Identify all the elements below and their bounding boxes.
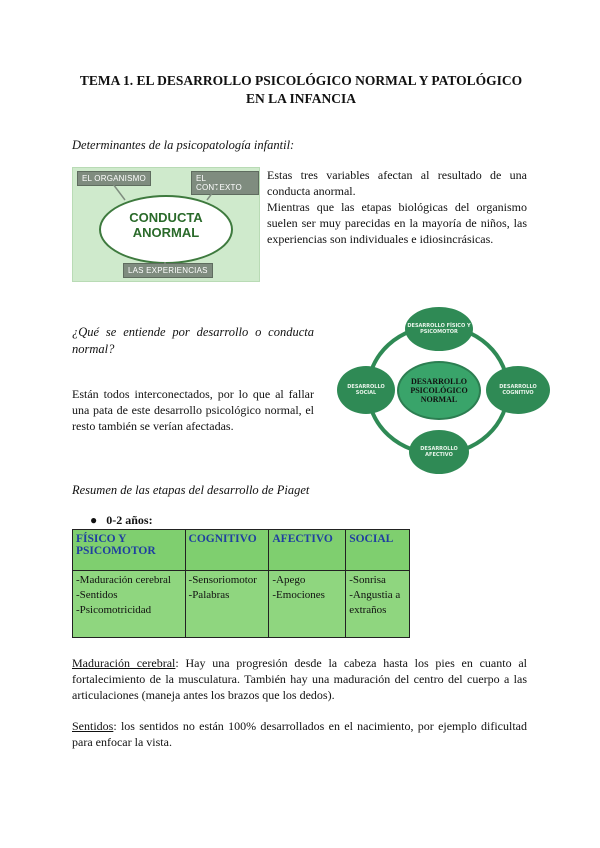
desarrollo-cycle-diagram [333,306,563,476]
note-sentidos [72,718,527,750]
section-heading-piaget: Resumen de las etapas del desarrollo de Piaget [72,483,310,497]
text-sentidos: : los sentidos no están 100% desarrollados en el nacimiento, por ejemplo dificultad para enfocar la vista. [72,719,527,749]
page-title: TEMA 1. EL DESARROLLO PSICOLÓGICO NORMAL Y PATOLÓGICO EN LA INFANCIA [79,73,523,106]
table-cell: -Apego -Emociones [269,571,346,638]
node-social: DESARROLLO SOCIAL [337,366,395,414]
table-header: SOCIAL [346,530,410,571]
bullet-0-2 [90,513,153,528]
table-header: AFECTIVO [269,530,346,571]
node-cognitivo: DESARROLLO COGNITIVO [486,366,550,414]
node-fisico-psicomotor: DESARROLLO FÍSICO Y PSICOMOTOR [405,307,473,351]
bullet-label: 0-2 años: [106,513,153,527]
text-maduracion: : Hay una progresión desde la cabeza hasta los pies en cuanto al fortalecimiento de la musculatura. También hay una maduración del centro del cuerpo a las articulaciones (maneja antes los brazos que los dedos). [72,656,527,702]
conducta-anormal-diagram [72,167,260,282]
table-row [73,571,410,638]
section-heading-desarrollo-normal: ¿Qué se entiende por desarrollo o conducta normal? [72,325,314,356]
table-header: FÍSICO Y PSICOMOTOR [73,530,186,571]
label-contexto: EL CONTEXTO [191,171,259,195]
table-header: COGNITIVO [185,530,269,571]
node-afectivo: DESARROLLO AFECTIVO [409,430,469,474]
section-heading-determinantes: Determinantes de la psicopatología infantil: [72,138,295,152]
desarrollo-normal-paragraph: Están todos interconectados, por lo que al fallar una pata de este desarrollo psicológico normal, el resto también se verían afectadas. [72,387,314,433]
label-organismo: EL ORGANISMO [77,171,151,186]
term-sentidos: Sentidos [72,719,114,733]
table-cell: -Maduración cerebral -Sentidos -Psicomotricidad [73,571,186,638]
table-header-row [73,530,410,571]
ellipse-label: CONDUCTA ANORMAL [129,210,203,240]
label-experiencias: LAS EXPERIENCIAS [123,263,213,278]
table-cell: -Sensoriomotor -Palabras [185,571,269,638]
piaget-table [72,529,410,638]
determinantes-paragraph-2: Mientras que las etapas biológicas del organismo suelen ser muy parecidas en la mayoría de niños, las experiencias son individuales e idiosincrásicas. [267,200,527,246]
node-center-desarrollo: DESARROLLO PSICOLÓGICO NORMAL [397,361,481,420]
bullet-dot-icon: ● [90,513,107,527]
note-maduracion [72,655,527,703]
table-cell: -Sonrisa -Angustia a extraños [346,571,410,638]
diagram-connectors [73,168,259,281]
term-maduracion: Maduración cerebral [72,656,176,670]
determinantes-paragraph-1: Estas tres variables afectan al resultado de una conducta anormal. [267,168,527,198]
